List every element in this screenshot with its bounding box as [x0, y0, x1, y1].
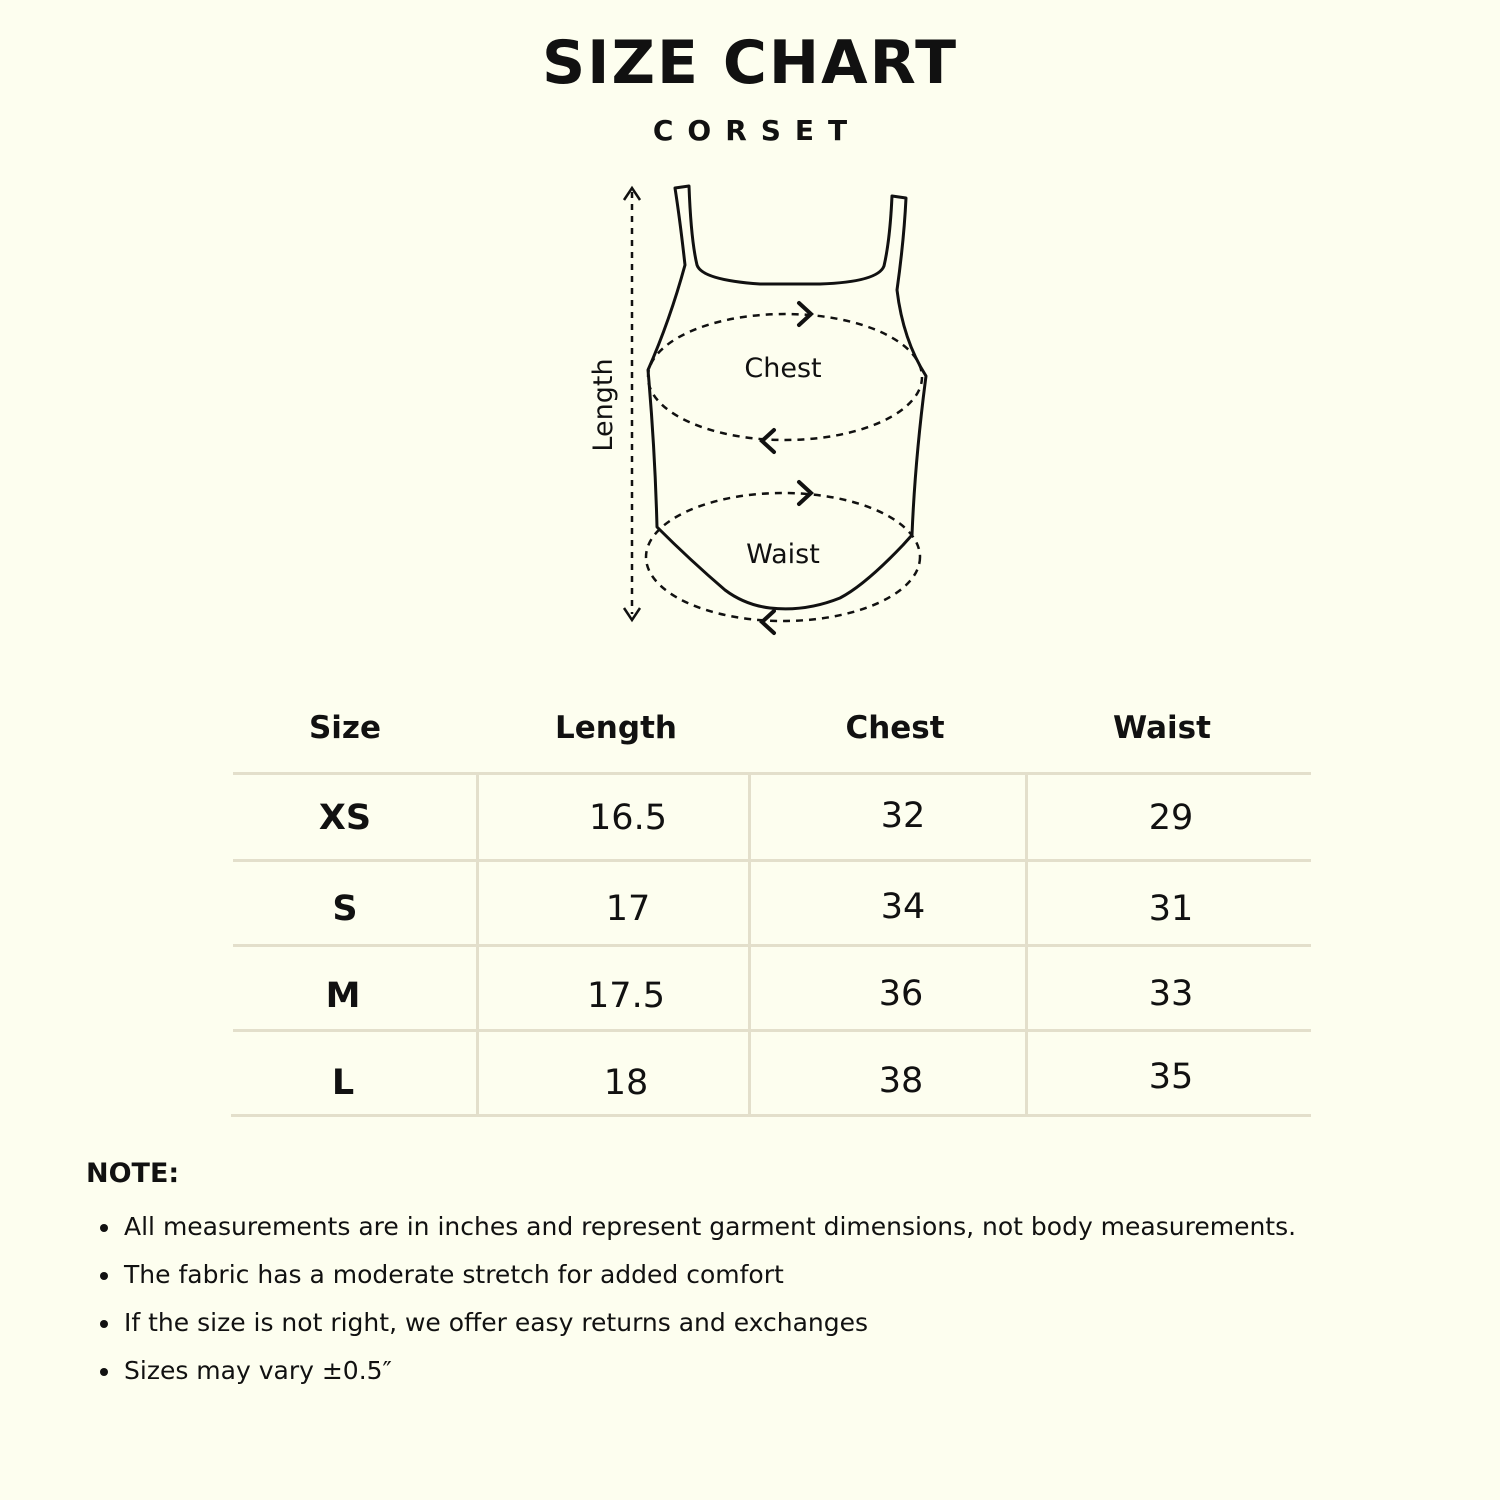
cell-waist: 29 — [1148, 798, 1194, 838]
list-item — [100, 1304, 1296, 1352]
table-row — [0, 1040, 1500, 1126]
list-item — [100, 1256, 1296, 1304]
cell-waist: 33 — [1148, 974, 1194, 1014]
cell-length: 17.5 — [587, 976, 665, 1016]
corset-diagram — [560, 175, 940, 645]
length-label: Length — [588, 358, 619, 452]
cell-size: XS — [318, 798, 372, 838]
header-waist: Waist — [1113, 710, 1211, 746]
note-list — [100, 1208, 1296, 1400]
cell-chest: 32 — [880, 796, 926, 836]
table-row — [0, 866, 1500, 952]
header-size: Size — [308, 710, 382, 746]
page-subtitle: CORSET — [652, 114, 862, 147]
chest-arrow-left-icon — [762, 430, 774, 452]
bullet-icon — [100, 1320, 108, 1328]
cell-length: 16.5 — [589, 798, 667, 838]
header-chest: Chest — [845, 710, 945, 746]
note-text: If the size is not right, we offer easy returns and exchanges — [124, 1308, 869, 1337]
waist-label: Waist — [746, 539, 820, 570]
cell-length: 18 — [603, 1063, 649, 1103]
note-text: All measurements are in inches and represent garment dimensions, not body measurements. — [124, 1212, 1297, 1241]
page-title: SIZE CHART — [541, 28, 959, 98]
bullet-icon — [100, 1368, 108, 1376]
cell-waist: 31 — [1148, 889, 1194, 929]
chest-label: Chest — [744, 353, 822, 384]
bullet-icon — [100, 1272, 108, 1280]
cell-size: L — [331, 1063, 355, 1103]
cell-chest: 34 — [880, 887, 926, 927]
cell-chest: 38 — [878, 1061, 924, 1101]
table-row — [0, 775, 1500, 861]
cell-chest: 36 — [878, 974, 924, 1014]
note-text: The fabric has a moderate stretch for added comfort — [124, 1260, 784, 1289]
cell-size: S — [332, 889, 358, 929]
note-heading: NOTE: — [86, 1158, 180, 1189]
cell-size: M — [325, 976, 361, 1016]
size-table-header — [0, 710, 1500, 754]
header-length: Length — [555, 710, 677, 746]
list-item — [100, 1352, 1296, 1400]
cell-length: 17 — [605, 889, 651, 929]
cell-waist: 35 — [1148, 1057, 1194, 1097]
note-text: Sizes may vary ±0.5″ — [124, 1356, 392, 1385]
list-item — [100, 1208, 1296, 1256]
bullet-icon — [100, 1224, 108, 1232]
table-row — [0, 953, 1500, 1039]
